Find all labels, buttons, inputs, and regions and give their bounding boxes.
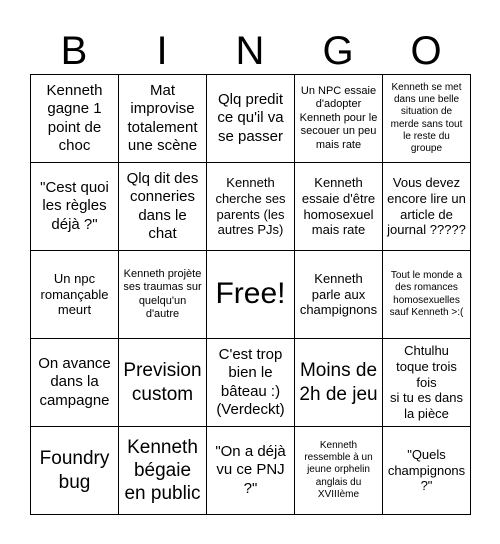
free-space-cell[interactable]: Free! xyxy=(207,251,295,339)
bingo-cell[interactable]: Un NPC essaie d'adopter Kenneth pour le secouer un peu mais rate xyxy=(295,75,383,163)
bingo-cell[interactable]: "On a déjà vu ce PNJ ?" xyxy=(207,427,295,515)
bingo-cell[interactable]: Un npc romançable meurt xyxy=(31,251,119,339)
title-letter-b: B xyxy=(60,29,88,73)
bingo-cell[interactable]: Qlq predit ce qu'il va se passer xyxy=(207,75,295,163)
bingo-cell[interactable]: Qlq dit des conneries dans le chat xyxy=(119,163,207,251)
bingo-cell[interactable]: "Cest quoi les règles déjà ?" xyxy=(31,163,119,251)
bingo-cell[interactable]: C'est trop bien le bâteau :) (Verdeckt) xyxy=(207,339,295,427)
bingo-cell[interactable]: Kenneth projète ses traumas sur quelqu'un d'autre xyxy=(119,251,207,339)
bingo-cell[interactable]: "Quels champignons ?" xyxy=(383,427,471,515)
bingo-cell[interactable]: Chtulhu toque trois fois si tu es dans la pièce xyxy=(383,339,471,427)
bingo-cell[interactable]: Kenneth gagne 1 point de choc xyxy=(31,75,119,163)
bingo-card xyxy=(30,74,471,515)
bingo-row xyxy=(31,251,471,339)
bingo-cell[interactable]: Kenneth se met dans une belle situation de merde sans tout le reste du groupe xyxy=(383,75,471,163)
bingo-cell[interactable]: Mat improvise totalement une scène xyxy=(119,75,207,163)
bingo-cell[interactable]: Vous devez encore lire un article de journal ????? xyxy=(383,163,471,251)
bingo-row xyxy=(31,75,471,163)
bingo-cell[interactable]: Prevision custom xyxy=(119,339,207,427)
bingo-cell[interactable]: Tout le monde a des romances homosexuelles sauf Kenneth >:( xyxy=(383,251,471,339)
bingo-title xyxy=(30,28,470,74)
bingo-cell[interactable]: Moins de 2h de jeu xyxy=(295,339,383,427)
bingo-row xyxy=(31,163,471,251)
bingo-cell[interactable]: Kenneth bégaie en public xyxy=(119,427,207,515)
bingo-row xyxy=(31,427,471,515)
title-letter-n: N xyxy=(235,29,265,73)
bingo-cell[interactable]: Foundry bug xyxy=(31,427,119,515)
bingo-cell[interactable]: On avance dans la campagne xyxy=(31,339,119,427)
bingo-row xyxy=(31,339,471,427)
title-letter-g: G xyxy=(322,29,354,73)
bingo-cell[interactable]: Kenneth essaie d'être homosexuel mais rate xyxy=(295,163,383,251)
title-letter-o: O xyxy=(410,29,442,73)
bingo-cell[interactable]: Kenneth cherche ses parents (les autres PJs) xyxy=(207,163,295,251)
bingo-cell[interactable]: Kenneth parle aux champignons xyxy=(295,251,383,339)
title-letter-i: I xyxy=(156,29,168,73)
bingo-cell[interactable]: Kenneth ressemble à un jeune orphelin anglais du XVIIIème xyxy=(295,427,383,515)
